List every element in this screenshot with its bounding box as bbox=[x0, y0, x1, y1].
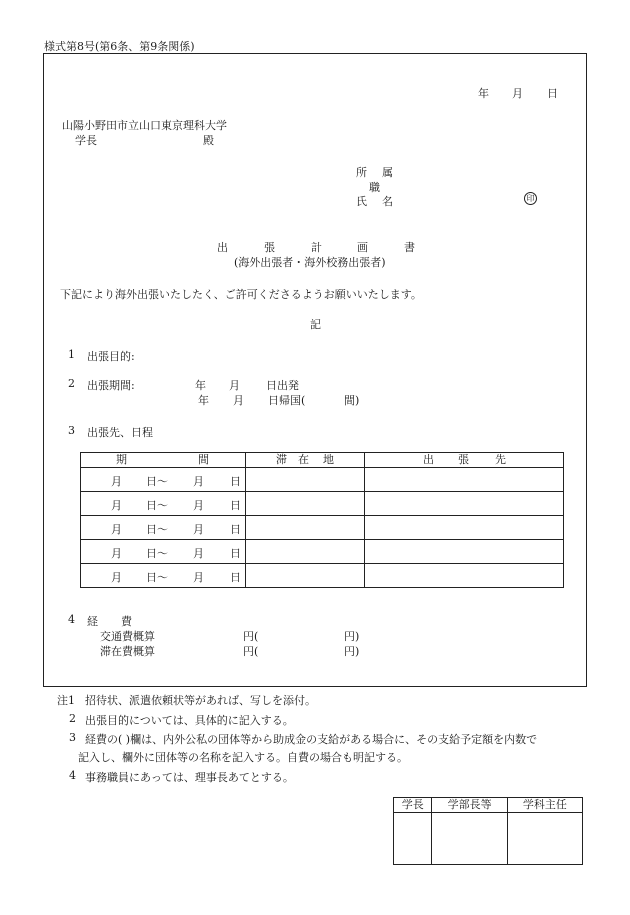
row-stay-cell[interactable] bbox=[246, 468, 365, 492]
expenses-num: 4 bbox=[68, 613, 75, 626]
note-text: 招待状、派遣依頼状等があれば、写しを添付。 bbox=[85, 694, 316, 707]
itinerary-row bbox=[81, 516, 564, 540]
itinerary-table bbox=[80, 452, 564, 588]
note-num: 2 bbox=[69, 712, 76, 725]
row-start-day: 日〜 bbox=[146, 475, 168, 488]
seal-mark: 印 bbox=[524, 192, 537, 205]
row-dest-cell[interactable] bbox=[365, 468, 564, 492]
row-start-month: 月 bbox=[111, 499, 122, 512]
date-day: 日 bbox=[547, 87, 558, 100]
row-dest-cell[interactable] bbox=[365, 516, 564, 540]
return-year: 年 bbox=[198, 394, 209, 407]
header-dest-1: 出 bbox=[423, 453, 434, 466]
row-end-day: 日 bbox=[230, 571, 241, 584]
itinerary-row bbox=[81, 564, 564, 588]
ki-label: 記 bbox=[310, 318, 321, 331]
row-end-day: 日 bbox=[230, 499, 241, 512]
header-stay-3: 地 bbox=[323, 453, 334, 466]
purpose-label: 出張目的: bbox=[87, 350, 135, 363]
row-dest-cell[interactable] bbox=[365, 564, 564, 588]
title-char-4: 画 bbox=[357, 241, 368, 254]
date-month: 月 bbox=[512, 87, 523, 100]
approval-chair-header: 学科主任 bbox=[507, 798, 582, 813]
title-char-1: 出 bbox=[217, 241, 228, 254]
approval-table bbox=[393, 797, 583, 865]
period-num: 2 bbox=[68, 377, 75, 390]
purpose-num: 1 bbox=[68, 348, 75, 361]
title-subtitle: (海外出張者・海外校務出張者) bbox=[234, 256, 386, 269]
row-stay-cell[interactable] bbox=[246, 516, 365, 540]
affiliation-label-1: 所 bbox=[356, 166, 367, 179]
row-dest-cell[interactable] bbox=[365, 492, 564, 516]
itinerary-row bbox=[81, 468, 564, 492]
title-char-5: 書 bbox=[404, 241, 415, 254]
note-num: 注1 bbox=[57, 694, 75, 707]
period-label: 出張期間: bbox=[87, 379, 135, 392]
return-day: 日帰国( bbox=[268, 394, 306, 407]
affiliation-label-2: 属 bbox=[382, 166, 393, 179]
row-stay-cell[interactable] bbox=[246, 492, 365, 516]
header-stay-1: 滞 bbox=[276, 453, 287, 466]
row-stay-cell[interactable] bbox=[246, 540, 365, 564]
row-start-day: 日〜 bbox=[146, 499, 168, 512]
transport-yen-close: 円) bbox=[344, 630, 360, 643]
row-end-month: 月 bbox=[193, 499, 204, 512]
depart-year: 年 bbox=[195, 379, 206, 392]
note-num: 3 bbox=[69, 731, 76, 744]
approval-president-header: 学長 bbox=[394, 798, 432, 813]
approval-stamp-row bbox=[394, 813, 583, 865]
depart-month: 月 bbox=[229, 379, 240, 392]
row-end-day: 日 bbox=[230, 523, 241, 536]
position-label: 職 bbox=[369, 181, 380, 194]
name-label-2: 名 bbox=[382, 195, 393, 208]
date-year: 年 bbox=[478, 87, 489, 100]
row-start-day: 日〜 bbox=[146, 571, 168, 584]
row-end-month: 月 bbox=[193, 523, 204, 536]
row-start-month: 月 bbox=[111, 571, 122, 584]
approval-president-stamp[interactable] bbox=[394, 813, 432, 865]
note-text: 出張目的については、具体的に記入する。 bbox=[85, 714, 294, 727]
note-num: 4 bbox=[69, 769, 76, 782]
itinerary-row bbox=[81, 492, 564, 516]
row-end-month: 月 bbox=[193, 571, 204, 584]
approval-dean-stamp[interactable] bbox=[432, 813, 507, 865]
note-text: 記入し、欄外に団体等の名称を記入する。自費の場合も明記する。 bbox=[78, 751, 408, 764]
row-end-day: 日 bbox=[230, 475, 241, 488]
expenses-label-2: 費 bbox=[121, 615, 132, 628]
approval-header-row bbox=[394, 798, 583, 813]
title-char-2: 張 bbox=[264, 241, 275, 254]
row-start-day: 日〜 bbox=[146, 547, 168, 560]
header-period-2: 間 bbox=[198, 453, 209, 466]
itinerary-header-row bbox=[81, 453, 564, 468]
row-start-day: 日〜 bbox=[146, 523, 168, 536]
addressee-honorific: 殿 bbox=[203, 134, 214, 147]
row-start-month: 月 bbox=[111, 475, 122, 488]
destinations-num: 3 bbox=[68, 424, 75, 437]
header-period-1: 期 bbox=[116, 453, 127, 466]
request-text: 下記により海外出張いたしたく、ご許可くださるようお願いいたします。 bbox=[60, 288, 422, 301]
title-char-3: 計 bbox=[311, 241, 322, 254]
note-text: 経費の( )欄は、内外公私の団体等から助成金の支給がある場合に、その支給予定額を内数で bbox=[85, 733, 538, 746]
return-month: 月 bbox=[233, 394, 244, 407]
note-text: 事務職員にあっては、理事長あてとする。 bbox=[85, 771, 294, 784]
destinations-label: 出張先、日程 bbox=[87, 426, 153, 439]
header-dest-2: 張 bbox=[458, 453, 469, 466]
stay-yen: 円( bbox=[243, 645, 259, 658]
transport-yen: 円( bbox=[243, 630, 259, 643]
stay-label: 滞在費概算 bbox=[100, 645, 155, 658]
stay-yen-close: 円) bbox=[344, 645, 360, 658]
row-start-month: 月 bbox=[111, 523, 122, 536]
row-end-day: 日 bbox=[230, 547, 241, 560]
approval-dean-header: 学部長等 bbox=[432, 798, 507, 813]
transport-label: 交通費概算 bbox=[100, 630, 155, 643]
addressee-president: 学長 bbox=[75, 134, 97, 147]
form-frame bbox=[43, 53, 587, 687]
row-end-month: 月 bbox=[193, 475, 204, 488]
header-stay-2: 在 bbox=[298, 453, 309, 466]
return-days: 間) bbox=[344, 394, 360, 407]
addressee-university: 山陽小野田市立山口東京理科大学 bbox=[62, 119, 227, 132]
itinerary-row bbox=[81, 540, 564, 564]
form-header: 様式第8号(第6条、第9条関係) bbox=[44, 40, 195, 53]
header-dest-3: 先 bbox=[495, 453, 506, 466]
name-label-1: 氏 bbox=[356, 195, 367, 208]
row-end-month: 月 bbox=[193, 547, 204, 560]
expenses-label-1: 経 bbox=[87, 615, 98, 628]
row-dest-cell[interactable] bbox=[365, 540, 564, 564]
row-start-month: 月 bbox=[111, 547, 122, 560]
depart-day: 日出発 bbox=[266, 379, 299, 392]
row-stay-cell[interactable] bbox=[246, 564, 365, 588]
approval-chair-stamp[interactable] bbox=[507, 813, 582, 865]
